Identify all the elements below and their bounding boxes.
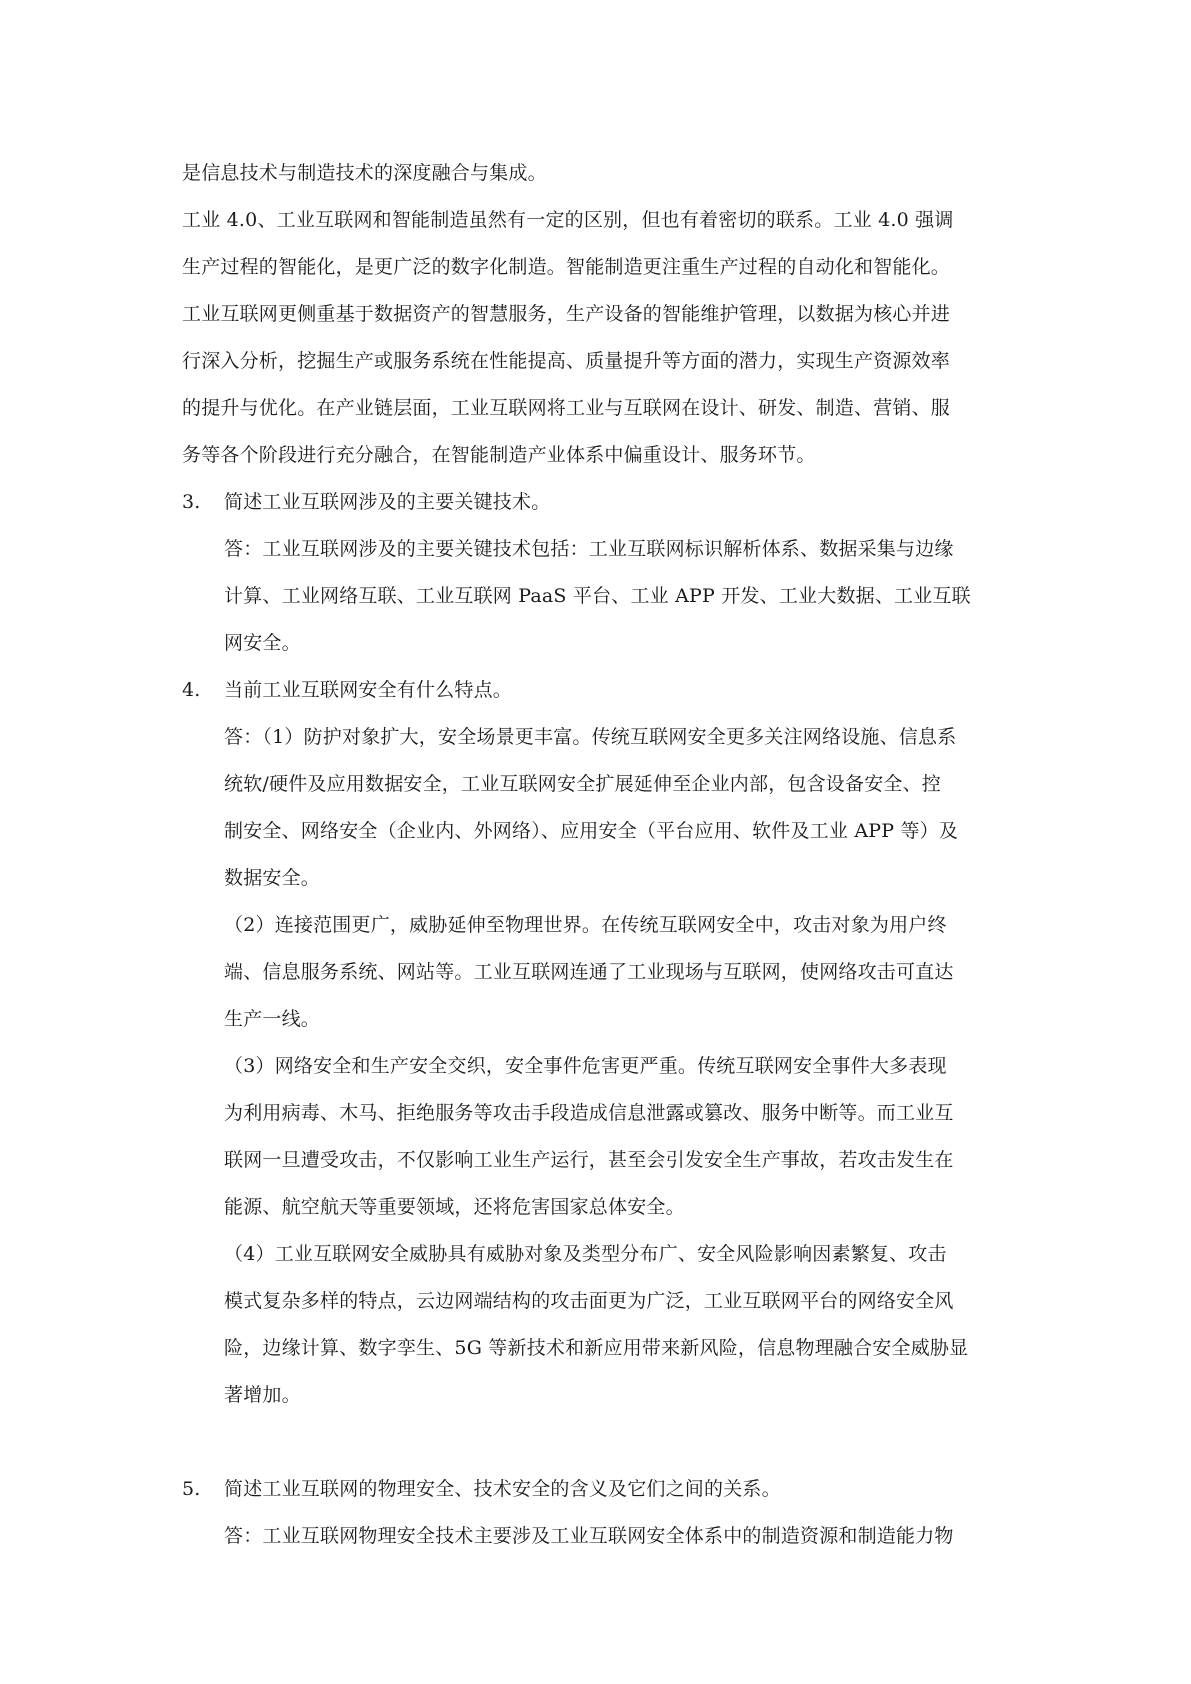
answer-line: 险，边缘计算、数字孪生、5G 等新技术和新应用带来新风险，信息物理融合安全威胁显 [224, 1337, 969, 1359]
question-3-heading [182, 479, 1012, 526]
answer-line: （4）工业互联网安全威胁具有威胁对象及类型分布广、安全风险影响因素繁复、攻击 [224, 1243, 947, 1265]
paragraph-line: 工业 4.0、工业互联网和智能制造虽然有一定的区别，但也有着密切的联系。工业 4.0 强调 [182, 209, 954, 231]
paragraph-line: 行深入分析，挖掘生产或服务系统在性能提高、质量提升等方面的潜力，实现生产资源效率 [182, 350, 951, 372]
answer-line: 统软/硬件及应用数据安全，工业互联网安全扩展延伸至企业内部，包含设备安全、控 [224, 773, 942, 795]
answer-line: 生产一线。 [224, 1008, 321, 1030]
answer-line: 能源、航空航天等重要领域，还将危害国家总体安全。 [224, 1196, 685, 1218]
answer-line: 制安全、网络安全（企业内、外网络）、应用安全（平台应用、软件及工业 APP 等）及 [224, 820, 959, 842]
answer-line: 答：工业互联网物理安全技术主要涉及工业互联网安全体系中的制造资源和制造能力物 [224, 1525, 954, 1547]
intro-line: 是信息技术与制造技术的深度融合与集成。 [182, 162, 547, 184]
question-4-heading [182, 667, 1012, 714]
answer-line: （2）连接范围更广，威胁延伸至物理世界。在传统互联网安全中，攻击对象为用户终 [224, 914, 947, 936]
answer-line: 答：（1）防护对象扩大，安全场景更丰富。传统互联网安全更多关注网络设施、信息系 [224, 726, 957, 748]
paragraph-line: 生产过程的智能化，是更广泛的数字化制造。智能制造更注重生产过程的自动化和智能化。 [182, 256, 951, 278]
answer-line: （3）网络安全和生产安全交织，安全事件危害更严重。传统互联网安全事件大多表现 [224, 1055, 947, 1077]
paragraph-line: 的提升与优化。在产业链层面，工业互联网将工业与互联网在设计、研发、制造、营销、服 [182, 397, 951, 419]
answer-line: 数据安全。 [224, 867, 321, 889]
answer-line: 著增加。 [224, 1384, 301, 1406]
question-text: 当前工业互联网安全有什么特点。 [224, 679, 513, 701]
answer-line: 网安全。 [224, 632, 301, 654]
question-5 [182, 1466, 1012, 1560]
paragraph-industry-comparison [182, 197, 1012, 479]
question-text: 简述工业互联网的物理安全、技术安全的含义及它们之间的关系。 [224, 1478, 781, 1500]
blank-spacer [182, 1419, 1012, 1466]
paragraph-line: 务等各个阶段进行充分融合，在智能制造产业体系中偏重设计、服务环节。 [182, 444, 816, 466]
answer-line: 联网一旦遭受攻击，不仅影响工业生产运行，甚至会引发安全生产事故，若攻击发生在 [224, 1149, 954, 1171]
question-4 [182, 667, 1012, 1419]
question-text: 简述工业互联网涉及的主要关键技术。 [224, 491, 551, 513]
answer-line: 计算、工业网络互联、工业互联网 PaaS 平台、工业 APP 开发、工业大数据、工业互联 [224, 585, 971, 607]
question-number: 5. [182, 1478, 201, 1500]
answer-line: 答：工业互联网涉及的主要关键技术包括：工业互联网标识解析体系、数据采集与边缘 [224, 538, 954, 560]
question-5-heading [182, 1466, 1012, 1513]
answer-line: 模式复杂多样的特点，云边网端结构的攻击面更为广泛，工业互联网平台的网络安全风 [224, 1290, 954, 1312]
question-number: 4. [182, 679, 201, 701]
answer-line: 为利用病毒、木马、拒绝服务等攻击手段造成信息泄露或篡改、服务中断等。而工业互 [224, 1102, 954, 1124]
answer-line: 端、信息服务系统、网站等。工业互联网连通了工业现场与互联网，使网络攻击可直达 [224, 961, 954, 983]
paragraph-line: 工业互联网更侧重基于数据资产的智慧服务，生产设备的智能维护管理，以数据为核心并进 [182, 303, 951, 325]
question-3 [182, 479, 1012, 667]
document-body [182, 150, 1012, 1560]
question-number: 3. [182, 491, 201, 513]
